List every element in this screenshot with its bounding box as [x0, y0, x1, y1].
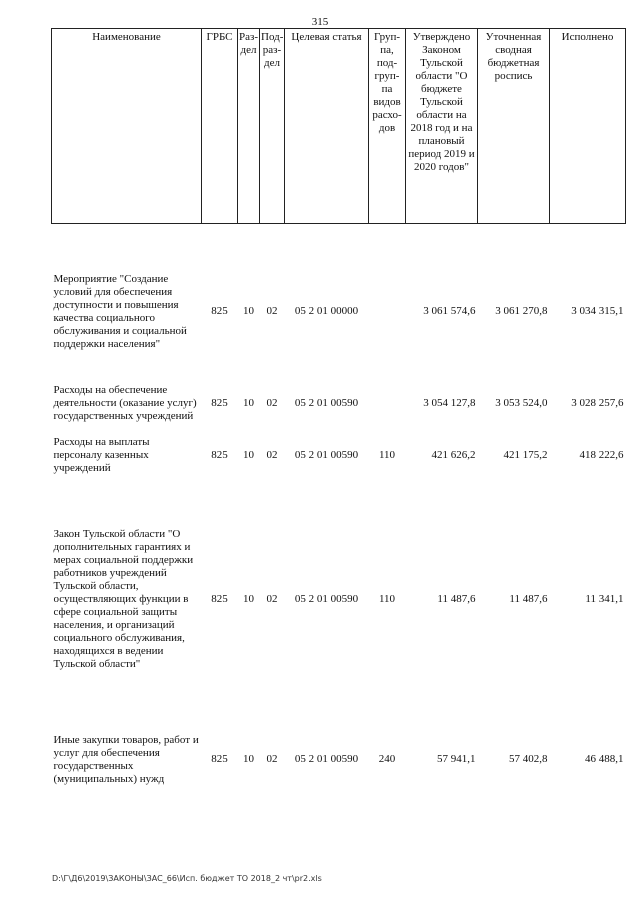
row-grbs: 825: [211, 305, 228, 317]
row-razdel: 10: [243, 305, 254, 317]
row-refined: 11 487,6: [509, 593, 548, 605]
row-approved: 57 941,1: [437, 753, 476, 765]
row-name: Мероприятие "Создание условий для обеспечения доступности и повышения качества социального обслуживания и социальной поддержки населения": [53, 272, 187, 350]
column-header-refined: Уточненная сводная бюджетная роспись: [478, 29, 550, 224]
row-executed: 3 034 315,1: [571, 305, 624, 317]
row-name: Расходы на обеспечение деятельности (оказание услуг) государственных учреждений: [53, 384, 197, 422]
row-executed: 418 222,6: [579, 449, 624, 461]
row-refined: 421 175,2: [503, 449, 548, 461]
row-target-article: 05 2 01 00590: [294, 593, 359, 605]
row-podrazdel: 02: [266, 449, 278, 461]
row-grbs: 825: [211, 593, 228, 605]
table-row: [52, 510, 626, 690]
row-razdel: 10: [243, 753, 254, 765]
row-razdel: 10: [243, 593, 254, 605]
row-grbs: 825: [211, 753, 228, 765]
row-approved: 11 487,6: [437, 593, 476, 605]
row-expense-type: [369, 260, 406, 364]
row-podrazdel: 02: [266, 397, 278, 409]
row-approved: 421 626,2: [431, 449, 476, 461]
row-executed: 46 488,1: [585, 753, 624, 765]
budget-table: [51, 28, 626, 800]
row-podrazdel: 02: [266, 305, 278, 317]
row-approved: 3 061 574,6: [423, 305, 476, 317]
row-razdel: 10: [243, 449, 254, 461]
row-podrazdel: 02: [266, 753, 278, 765]
row-refined: 3 061 270,8: [495, 305, 548, 317]
footer-file-path: D:\Г\Д6\2019\ЗАКОНЫ\ЗАС_66\Исп. бюджет ТО 2018_2 чт\pr2.xls: [52, 874, 322, 883]
column-header-name: Наименование: [52, 29, 202, 224]
table-row: [52, 430, 626, 482]
table-row: [52, 482, 626, 510]
column-header-approved: Утверждено Законом Тульской области "О бюджете Тульской области на 2018 год и на плановый период 2019 и 2020 годов": [406, 29, 478, 224]
row-grbs: 825: [211, 449, 228, 461]
column-header-razdel: Раз-дел: [238, 29, 260, 224]
column-header-executed: Исполнено: [550, 29, 626, 224]
column-header-podrazdel: Под-раз-дел: [260, 29, 285, 224]
row-name: Расходы на выплаты персоналу казенных учреждений: [53, 436, 150, 474]
table-row: [52, 364, 626, 378]
column-header-grbs: ГРБС: [202, 29, 238, 224]
row-podrazdel: 02: [266, 593, 278, 605]
row-target-article: 05 2 01 00590: [294, 449, 359, 461]
row-target-article: 05 2 01 00590: [294, 753, 359, 765]
row-expense-type: [369, 378, 406, 430]
row-target-article: 05 2 01 00590: [294, 397, 359, 409]
table-header-row: [52, 29, 626, 224]
row-expense-type: 110: [378, 449, 396, 461]
row-approved: 3 054 127,8: [423, 397, 476, 409]
row-name: Закон Тульской области "О дополнительных гарантиях и мерах социальной поддержки работников учреждений Тульской области, осуществляющих функции в сфере социальной защиты населения, и организаций социального обслуживания, находящихся в ведении Тульской области": [53, 528, 194, 670]
row-expense-type: 110: [378, 593, 396, 605]
row-executed: 3 028 257,6: [571, 397, 624, 409]
column-header-target-article: Целевая статья: [285, 29, 369, 224]
row-executed: 11 341,1: [585, 593, 624, 605]
table-row: [52, 224, 626, 260]
page-number: 315: [311, 16, 329, 28]
column-header-expense-type: Груп-па, под-груп-па видов расхо-дов: [369, 29, 406, 224]
table-row: [52, 720, 626, 800]
table-row: [52, 690, 626, 720]
row-grbs: 825: [211, 397, 228, 409]
row-refined: 57 402,8: [509, 753, 548, 765]
row-razdel: 10: [243, 397, 254, 409]
row-target-article: 05 2 01 00000: [294, 305, 359, 317]
table-row: [52, 260, 626, 364]
table-row: [52, 378, 626, 430]
row-expense-type: 240: [378, 753, 396, 765]
row-refined: 3 053 524,0: [495, 397, 548, 409]
row-name: Иные закупки товаров, работ и услуг для обеспечения государственных (муниципальных) нужд: [53, 733, 199, 785]
